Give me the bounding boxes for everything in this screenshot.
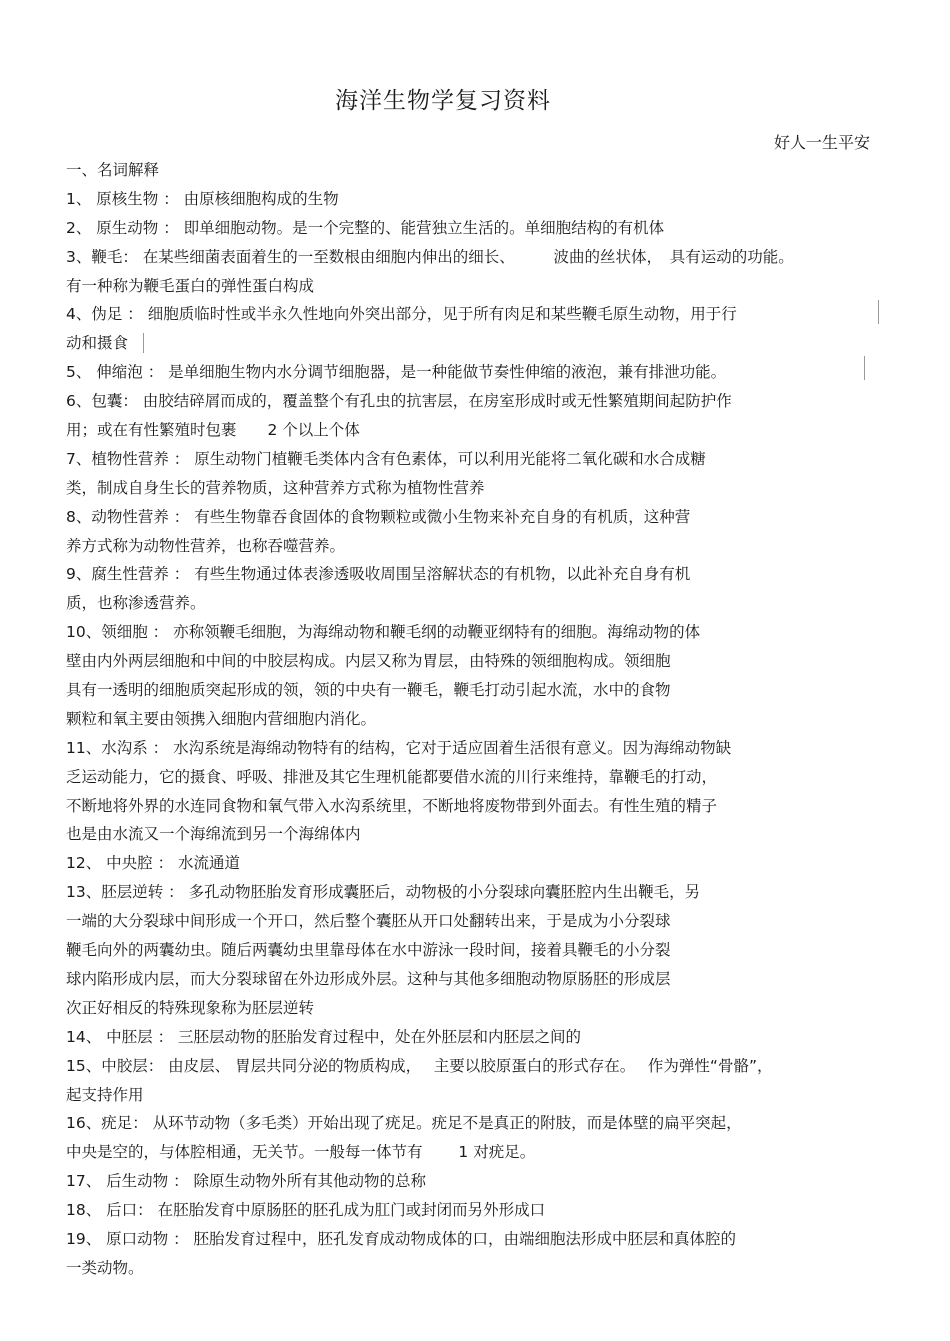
text-line: 壁由内外两层细胞和中间的中胶层构成。内层又称为胃层，由特殊的领细胞构成。领细胞 — [66, 652, 671, 671]
glossary-lines — [66, 185, 878, 1283]
page-title: 海洋生物学复习资料 — [335, 88, 551, 114]
text-line: 颗粒和氧主要由领携入细胞内营细胞内消化。 — [66, 709, 377, 728]
text-line: 15、中胶层： 由皮层、 胃层共同分泌的物质构成， 主要以胶原蛋白的形式存在。 作为弹性“骨骼”， — [66, 1056, 773, 1075]
document-body — [66, 156, 878, 1283]
text-line: 19、 原口动物 ： 胚胎发育过程中，胚孔发育成动物成体的口，由端细胞法形成中胚层和真体腔的 — [66, 1229, 737, 1248]
text-line: 13、胚层逆转 ： 多孔动物胚胎发育形成囊胚后，动物极的小分裂球向囊胚腔内生出鞭毛，另 — [66, 883, 701, 902]
text-line: 7、植物性营养 ： 原生动物门植鞭毛类体内含有色素体，可以利用光能将二氧化碳和水合成糖 — [66, 449, 706, 468]
text-line: 1、 原核生物 ： 由原核细胞构成的生物 — [66, 189, 339, 208]
text-line: 乏运动能力，它的摄食、呼吸、排泄及其它生理机能都要借水流的川行来维持，靠鞭毛的打动， — [66, 767, 718, 786]
text-line: 一端的大分裂球中间形成一个开口，然后整个囊胚从开口处翻转出来，于是成为小分裂球 — [66, 912, 671, 931]
text-line: 鞭毛向外的两囊幼虫。随后两囊幼虫里靠母体在水中游泳一段时间，接着具鞭毛的小分裂 — [66, 941, 671, 960]
text-line: 次正好相反的特殊现象称为胚层逆转 — [66, 998, 315, 1017]
text-line: 4、伪足 ： 细胞质临时性或半永久性地向外突出部分，见于所有肉足和某些鞭毛原生动物，用于行 — [66, 305, 737, 324]
text-line: 起支持作用 — [66, 1085, 144, 1104]
text-line: 18、 后口： 在胚胎发育中原肠胚的胚孔成为肛门或封闭而另外形成口 — [66, 1201, 546, 1220]
text-line: 17、 后生动物 ： 除原生动物外所有其他动物的总称 — [66, 1172, 427, 1191]
text-line: 用；或在有性繁殖时包裹 2 个以上个体 — [66, 421, 360, 440]
text-line: 一类动物。 — [66, 1258, 144, 1277]
text-line: 2、 原生动物 ： 即单细胞动物。是一个完整的、能营独立生活的。单细胞结构的有机体 — [66, 218, 665, 237]
text-line: 动和摄食 — [66, 334, 129, 353]
text-line: 质，也称渗透营养。 — [66, 594, 206, 613]
text-line: 11、水沟系 ： 水沟系统是海绵动物特有的结构，它对于适应固着生活很有意义。因为海绵动物缺 — [66, 738, 732, 757]
text-line: 12、 中央腔 ： 水流通道 — [66, 854, 241, 873]
text-line: 养方式称为动物性营养，也称吞噬营养。 — [66, 536, 346, 555]
text-line: 3、鞭毛： 在某些细菌表面着生的一至数根由细胞内伸出的细长、 波曲的丝状体， 具有运动的功能。 — [66, 247, 794, 266]
text-line: 5、 伸缩泡 ： 是单细胞生物内水分调节细胞器，是一种能做节奏性伸缩的液泡，兼有排泄功能。 — [66, 363, 727, 382]
text-line: 14、 中胚层 ： 三胚层动物的胚胎发育过程中，处在外胚层和内胚层之间的 — [66, 1027, 582, 1046]
margin-mark — [143, 333, 144, 353]
text-line: 也是由水流又一个海绵流到另一个海绵体内 — [66, 825, 361, 844]
section-heading: 一、名词解释 — [66, 161, 160, 179]
text-line: 8、动物性营养 ： 有些生物靠吞食固体的食物颗粒或微小生物来补充自身的有机质，这种营 — [66, 507, 691, 526]
margin-mark — [878, 300, 879, 324]
text-line: 10、领细胞 ： 亦称领鞭毛细胞，为海绵动物和鞭毛纲的动鞭亚纲特有的细胞。海绵动物的体 — [66, 623, 701, 642]
author-line: 好人一生平安 — [773, 133, 870, 152]
text-line: 16、疣足： 从环节动物（多毛类）开始出现了疣足。疣足不是真正的附肢，而是体壁的扁平突起， — [66, 1114, 742, 1133]
text-line: 有一种称为鞭毛蛋白的弹性蛋白构成 — [66, 276, 315, 295]
margin-mark — [864, 356, 865, 380]
text-line: 类，制成自身生长的营养物质，这种营养方式称为植物性营养 — [66, 478, 485, 497]
text-line: 球内陷形成内层，而大分裂球留在外边形成外层。这种与其他多细胞动物原肠胚的形成层 — [66, 969, 671, 988]
text-line: 具有一透明的细胞质突起形成的领，领的中央有一鞭毛，鞭毛打动引起水流，水中的食物 — [66, 681, 671, 700]
text-line: 9、腐生性营养 ： 有些生物通过体表渗透吸收周围呈溶解状态的有机物，以此补充自身有机 — [66, 565, 691, 584]
text-line: 不断地将外界的水连同食物和氧气带入水沟系统里，不断地将废物带到外面去。有性生殖的精子 — [66, 796, 718, 815]
text-line: 6、包囊： 由胶结碎屑而成的，覆盖整个有孔虫的抗害层，在房室形成时或无性繁殖期间起防护作 — [66, 392, 732, 411]
text-line: 中央是空的，与体腔相通，无关节。一般每一体节有 1 对疣足。 — [66, 1143, 536, 1162]
